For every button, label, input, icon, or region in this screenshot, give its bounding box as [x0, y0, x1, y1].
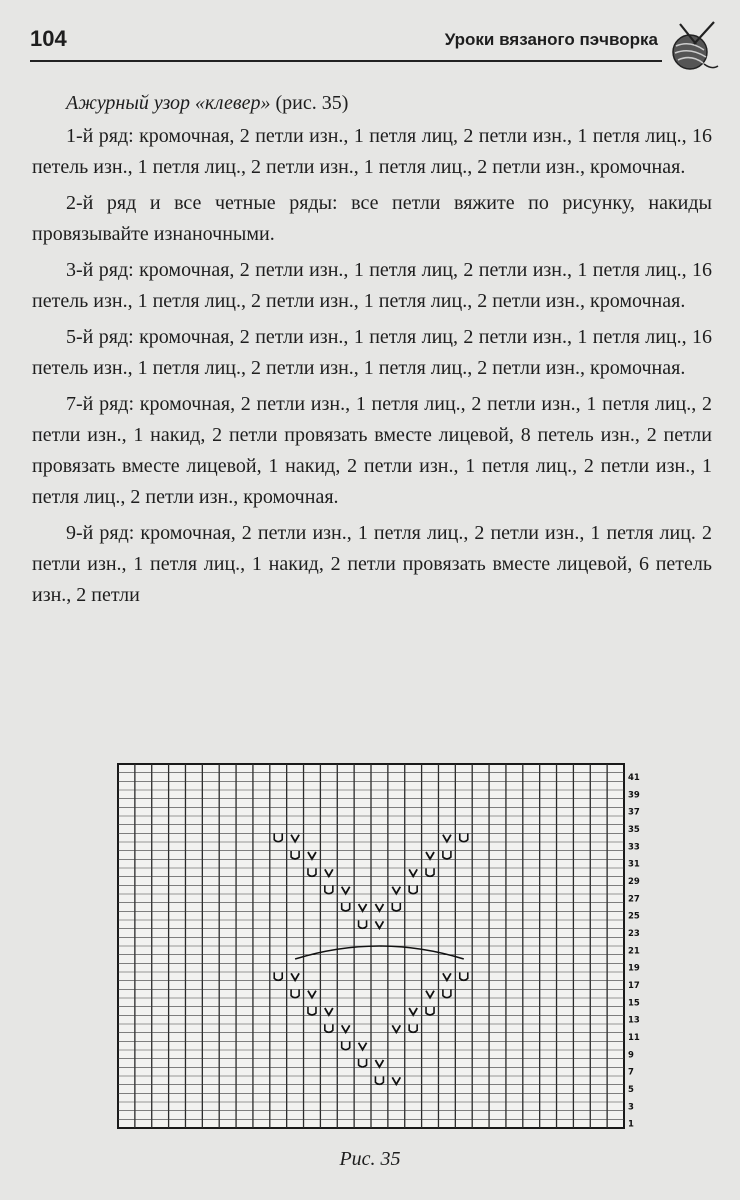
chart-row-label: 23 — [628, 929, 640, 939]
chart-row-label: 9 — [628, 1050, 634, 1061]
chart-row-label: 21 — [628, 946, 640, 957]
chart-row-label: 41 — [628, 773, 640, 783]
chart-row-label: 7 — [628, 1067, 634, 1078]
body-text — [32, 88, 712, 616]
paragraph-row-2: 2-й ряд и все четные ряды: все петли вяжите по рисунку, накиды провязывайте изнаночными. — [32, 192, 712, 245]
page-number: 104 — [30, 26, 67, 51]
paragraph-row-5: 5-й ряд: кромочная, 2 петли изн., 1 петля лиц, 2 петли изн., 1 петля лиц., 16 петель изн., 1 петля лиц., 2 петли изн., 1 петля лиц., 2 петли изн., кромочная. — [32, 326, 712, 379]
chart-row-label: 25 — [628, 911, 640, 922]
section-title — [32, 88, 712, 119]
chart-row-label: 33 — [628, 842, 640, 853]
chart-row-label: 11 — [628, 1033, 640, 1043]
chart-row-label: 29 — [628, 877, 640, 887]
chart-row-label: 15 — [628, 998, 640, 1009]
chart-row-label: 39 — [628, 790, 640, 801]
section-title-italic: Ажурный узор «клевер» — [66, 92, 271, 114]
knitting-chart — [114, 760, 654, 1132]
paragraph-row-3: 3-й ряд: кромочная, 2 петли изн., 1 петля лиц, 2 петли изн., 1 петля лиц., 16 петель изн., 1 петля лиц., 2 петли изн., 1 петля лиц., 2 петли изн., кромочная. — [32, 259, 712, 312]
chart-row-label: 31 — [628, 859, 640, 870]
chart-row-label: 1 — [628, 1119, 634, 1130]
chart-row-label: 27 — [628, 894, 640, 905]
paragraph-row-9: 9-й ряд: кромочная, 2 петли изн., 1 петля лиц., 2 петли изн., 1 петля лиц. 2 петли изн., 1 петля лиц., 1 накид, 2 петли провязать вместе лицевой, 6 петель изн., 2 петли — [32, 522, 712, 606]
paragraph-row-7: 7-й ряд: кромочная, 2 петли изн., 1 петля лиц., 2 петли изн., 1 петля лиц., 2 петли изн., 1 накид, 2 петли провязать вместе лицевой, 8 петель изн., 2 петли провязать вместе лицевой, 1 накид, 2 петли изн., 1 петля лиц., 2 петли изн., 1 петля лиц., 2 петли изн., кромочная. — [32, 393, 712, 508]
chart-row-label: 19 — [628, 963, 640, 974]
page-header — [30, 20, 720, 64]
paragraph-row-1: 1-й ряд: кромочная, 2 петли изн., 1 петля лиц, 2 петли изн., 1 петля лиц., 16 петель изн., 1 петля лиц., 2 петли изн., 1 петля лиц., 2 петли изн., кромочная. — [32, 125, 712, 178]
section-title-ref: (рис. 35) — [270, 92, 349, 114]
chart-row-label: 5 — [628, 1085, 634, 1095]
yarn-ball-icon — [664, 20, 720, 76]
chart-row-label: 35 — [628, 825, 640, 835]
running-title: Уроки вязаного пэчворка — [444, 30, 658, 49]
chart-row-label: 37 — [628, 807, 640, 818]
header-rule — [30, 60, 662, 62]
chart-row-label: 13 — [628, 1015, 640, 1026]
chart-row-label: 17 — [628, 981, 640, 991]
figure-caption: Рис. 35 — [339, 1148, 401, 1170]
chart-row-label: 3 — [628, 1102, 634, 1113]
